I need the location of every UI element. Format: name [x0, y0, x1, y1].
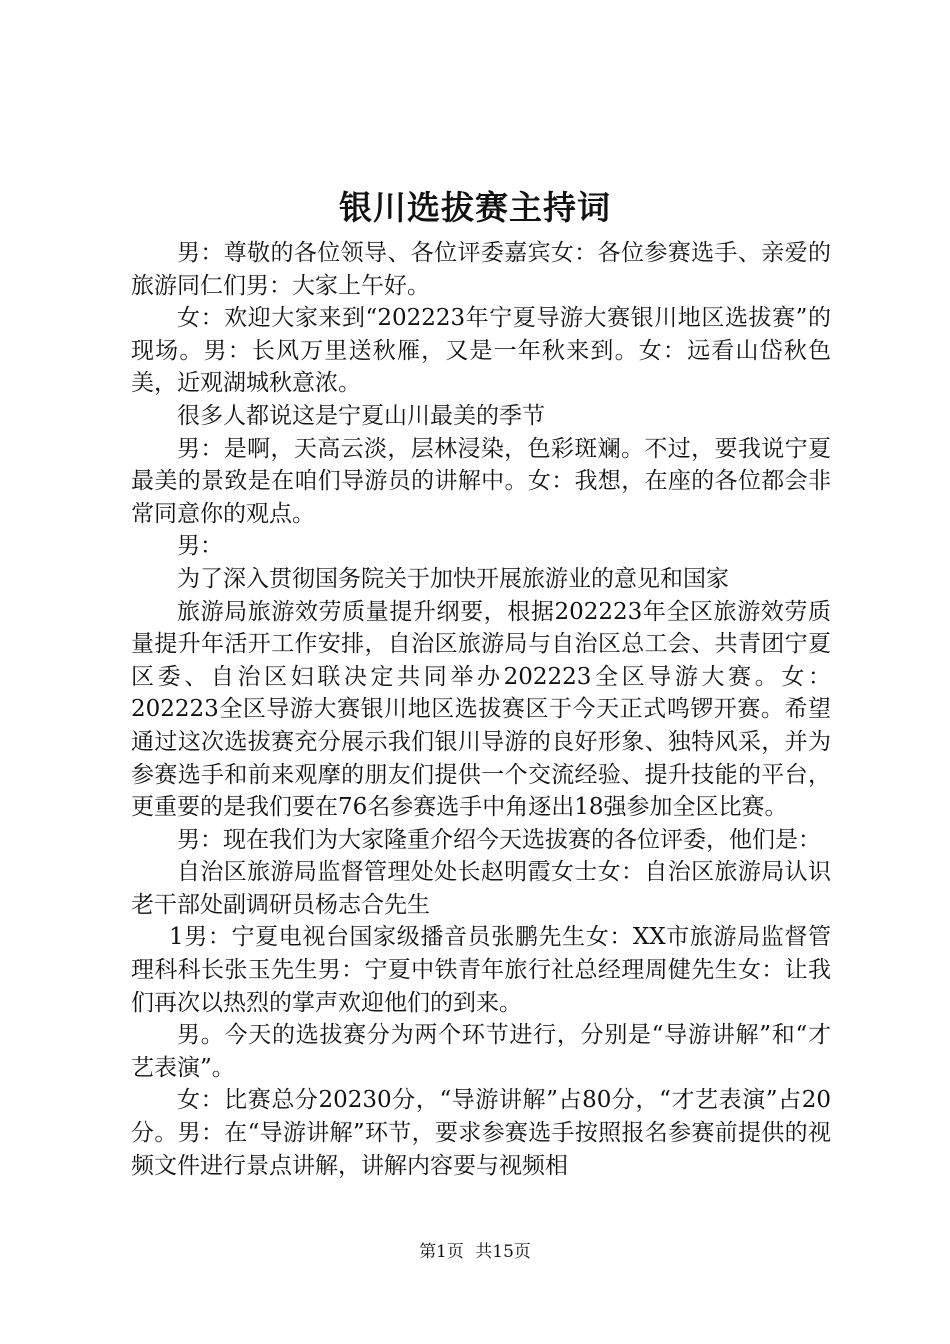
paragraph: 自治区旅游局监督管理处处长赵明霞女士女：自治区旅游局认识老干部处副调研员杨志合先生	[131, 859, 831, 918]
paragraph: 1男：宁夏电视台国家级播音员张鹏先生女：XX市旅游局监督管理科科长张玉先生男：宁夏中铁青年旅行社总经理周健先生女：让我们再次以热烈的掌声欢迎他们的到来。	[131, 924, 831, 1016]
document-body	[131, 237, 831, 1182]
paragraph: 男：是啊，天高云淡，层林浸染，色彩斑斓。不过，要我说宁夏最美的景致是在咱们导游员的讲解中。女：我想，在座的各位都会非常同意你的观点。	[131, 435, 831, 527]
page-total: 共15页	[475, 1242, 531, 1262]
page-number: 第1页	[419, 1242, 464, 1262]
document-title: 银川选拔赛主持词	[339, 188, 611, 227]
paragraph: 男：尊敬的各位领导、各位评委嘉宾女：各位参赛选手、亲爱的旅游同仁们男：大家上午好。	[131, 240, 831, 299]
paragraph: 男。今天的选拔赛分为两个环节进行，分别是“导游讲解”和“才艺表演”。	[131, 1022, 831, 1081]
paragraph: 旅游局旅游效劳质量提升纲要，根据202223年全区旅游效劳质量提升年活开工作安排，自治区旅游局与自治区总工会、共青团宁夏区委、自治区妇联决定共同举办202223全区导游大赛。女：202223全区导游大赛银川地区选拔赛区于今天正式鸣锣开赛。希望通过这次选拔赛充分展示我们银川导游的良好形象、独特风采，并为参赛选手和前来观摩的朋友们提供一个交流经验、提升技能的平台，更重要的是我们要在76名参赛选手中角逐出18强参加全区比赛。	[131, 598, 831, 821]
paragraph: 很多人都说这是宁夏山川最美的季节	[177, 402, 545, 429]
paragraph: 女：欢迎大家来到“202223年宁夏导游大赛银川地区选拔赛”的现场。男：长风万里送秋雁，又是一年秋来到。女：远看山岱秋色美，近观湖城秋意浓。	[131, 305, 831, 397]
page-footer	[0, 1240, 950, 1264]
paragraph: 男：现在我们为大家隆重介绍今天选拔赛的各位评委，他们是：	[177, 826, 821, 853]
paragraph: 女：比赛总分20230分，“导游讲解”占80分，“才艺表演”占20分。男：在“导游讲解”环节，要求参赛选手按照报名参赛前提供的视频文件进行景点讲解，讲解内容要与视频相	[131, 1087, 831, 1179]
paragraph: 男：	[177, 533, 223, 560]
paragraph: 为了深入贯彻国务院关于加快开展旅游业的意见和国家	[177, 565, 729, 592]
